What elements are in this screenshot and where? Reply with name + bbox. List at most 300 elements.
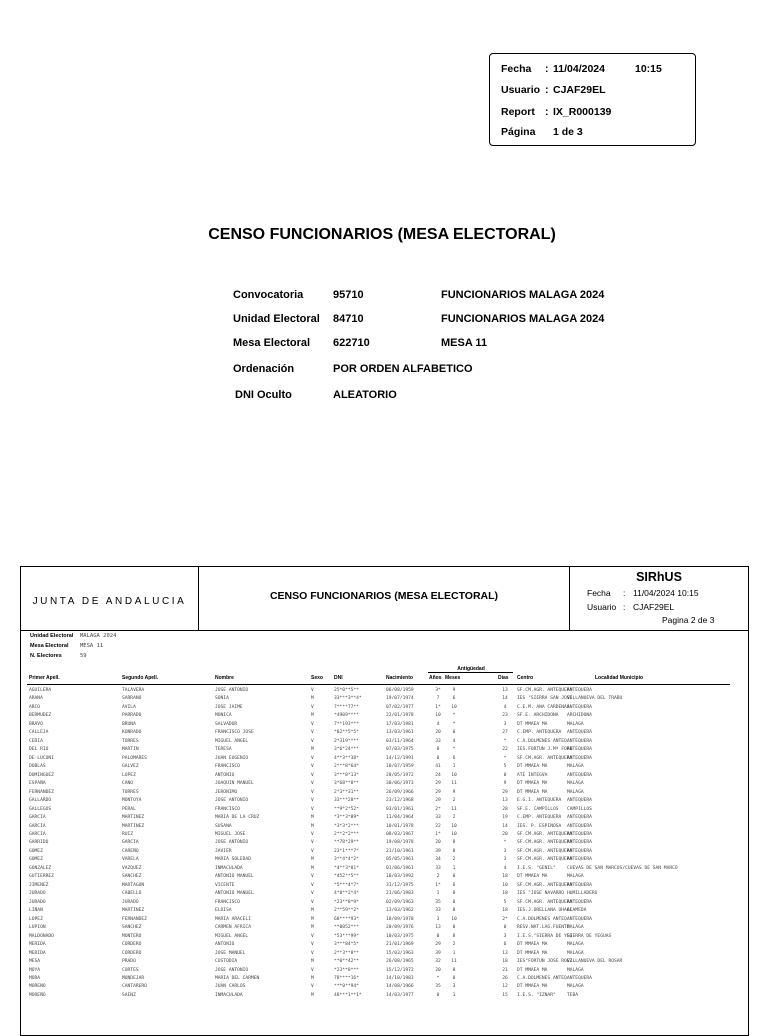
cell-segundo-apellido: TALAVERA xyxy=(122,688,145,693)
cell-nacimiento: 19/08/1978 xyxy=(386,840,414,846)
cell-sexo: V xyxy=(311,772,314,778)
cell-localidad: MALAGA xyxy=(567,789,584,795)
cell-primer-apellido: MERIDA xyxy=(29,942,46,948)
cell-primer-apellido: MORENO xyxy=(29,984,46,990)
cell-nacimiento: 30/06/1973 xyxy=(386,781,414,787)
cell-primer-apellido: BRAVO xyxy=(29,721,43,727)
cell-meses: * xyxy=(452,747,456,753)
cell-sexo: M xyxy=(311,992,314,998)
cell-dias: 5 xyxy=(503,764,507,770)
cell-sexo: V xyxy=(311,704,314,710)
cell-dias: 12 xyxy=(502,984,508,990)
cell-localidad: ANTEQUERA xyxy=(567,738,592,744)
meta-label: Unidad Electoral xyxy=(30,633,74,639)
cell-meses: 8 xyxy=(452,933,456,939)
table-row xyxy=(21,824,748,832)
cell-nacimiento: 26/08/1965 xyxy=(386,959,414,965)
cell-segundo-apellido: LOPEZ xyxy=(122,772,136,778)
cell-primer-apellido: GOMEZ xyxy=(29,848,43,854)
cell-nombre: SUSANA xyxy=(215,823,232,829)
cell-segundo-apellido: TORRES xyxy=(122,738,139,744)
cell-localidad: MALAGA xyxy=(567,925,584,931)
cell-nombre: SALVADOR xyxy=(215,721,238,727)
cell-dias: 3 xyxy=(503,721,507,727)
cell-primer-apellido: JURADO xyxy=(29,899,46,905)
cell-primer-apellido: GUTIERREZ xyxy=(29,874,54,880)
cell-nacimiento: 10/01/1978 xyxy=(386,823,414,829)
table-row xyxy=(21,984,748,992)
cell-sexo: V xyxy=(311,891,314,897)
usuario-row xyxy=(501,84,606,96)
cell-nacimiento: 15/12/1972 xyxy=(386,967,414,973)
meta-value: 59 xyxy=(80,653,87,659)
cell-primer-apellido: ARCO xyxy=(29,704,41,710)
p2-pagina: Pagina 2 de 3 xyxy=(662,615,715,625)
cell-dni: 48***1**1* xyxy=(334,992,362,998)
meta-label: N. Electores xyxy=(30,653,62,659)
cell-nombre: JOSE ANTONIO xyxy=(215,688,249,693)
cell-centro: DT MMAEA MA xyxy=(517,942,548,948)
cell-centro: IES "SIERRA SAN JOSE xyxy=(517,696,573,702)
fecha-sep: : xyxy=(545,63,549,75)
table-row xyxy=(21,807,748,815)
cell-centro: C.A.DOLMENES ANTEQ. xyxy=(517,916,570,922)
cell-primer-apellido: AGUILERA xyxy=(29,688,52,693)
cell-meses: 10 xyxy=(451,823,457,829)
cell-dni: 3***8*13* xyxy=(334,772,359,778)
cell-meses: 11 xyxy=(451,781,457,787)
cell-anos: * xyxy=(436,975,440,981)
cell-nacimiento: 20/09/1976 xyxy=(386,925,414,931)
cell-localidad: ANTEQUERA xyxy=(567,798,592,804)
cell-dni: ***0**94* xyxy=(334,984,359,990)
cell-nacimiento: 08/03/1967 xyxy=(386,831,414,837)
cell-dni: 3***84*5* xyxy=(334,942,359,948)
cell-segundo-apellido: CAREÑO xyxy=(122,848,139,854)
param-code: 622710 xyxy=(333,337,370,349)
cell-centro: RESV.NAT.LAG.FUENTE xyxy=(517,925,570,931)
col-localidad: Localidad Municipio xyxy=(595,675,644,681)
cell-segundo-apellido: PARRADO xyxy=(122,713,142,719)
cell-anos: 0 xyxy=(436,747,440,753)
cell-localidad: ANTEQUERA xyxy=(567,882,592,888)
cell-localidad: MALAGA xyxy=(567,721,584,727)
cell-anos: 0 xyxy=(436,933,440,939)
cell-primer-apellido: GARCIA xyxy=(29,831,46,837)
cell-nacimiento: 05/05/1961 xyxy=(386,857,414,863)
cell-dni: 7**193*** xyxy=(334,721,359,727)
cell-centro: SF.CM.AGR. ANTEQUERA xyxy=(517,848,573,854)
cell-anos: 39 xyxy=(435,848,441,854)
cell-anos: 1 xyxy=(436,891,440,897)
cell-primer-apellido: GARCIA xyxy=(29,815,46,821)
cell-nombre: MIGUEL ANGEL xyxy=(215,933,249,939)
cell-sexo: M xyxy=(311,925,314,931)
cell-dni: 2*319**** xyxy=(334,738,359,744)
cell-localidad: MALAGA xyxy=(567,950,584,956)
cell-nombre: MIGUEL JOSE xyxy=(215,831,246,837)
cell-dias: 27 xyxy=(502,730,508,736)
cell-nombre: MIGUEL ANGEL xyxy=(215,738,249,744)
cell-sexo: M xyxy=(311,713,314,719)
cell-nacimiento: 21/10/1961 xyxy=(386,848,414,854)
cell-dni: 4**3**38* xyxy=(334,755,359,761)
cell-segundo-apellido: PALOMARES xyxy=(122,755,147,761)
cell-meses: 6 xyxy=(452,882,456,888)
cell-nombre: JUAN EUGENIO xyxy=(215,755,249,761)
cell-nombre: INMACULADA xyxy=(215,992,243,998)
table-row xyxy=(21,942,748,950)
cell-nombre: TERESA xyxy=(215,747,232,753)
cell-centro: C.A.DOLMENES ANTEQ. xyxy=(517,975,570,981)
cell-dias: * xyxy=(503,840,507,846)
page-title: CENSO FUNCIONARIOS (MESA ELECTORAL) xyxy=(208,226,556,243)
cell-dni: *23**8*** xyxy=(334,967,359,973)
cell-anos: 22 xyxy=(435,823,441,829)
cell-primer-apellido: CALLEJA xyxy=(29,730,49,736)
cell-anos: 0 xyxy=(436,992,440,998)
cell-anos: 3 xyxy=(436,916,440,922)
pagina-row xyxy=(501,126,583,138)
cell-dias: 4 xyxy=(503,865,507,871)
cell-sexo: V xyxy=(311,806,314,812)
cell-localidad: CUEVAS DE SAN MARCOS/CUEVAS DE SAN MARCO xyxy=(567,865,678,871)
hora-value: 10:15 xyxy=(634,63,662,75)
table-row xyxy=(21,968,748,976)
cell-sexo: V xyxy=(311,848,314,854)
cell-meses: 10 xyxy=(451,704,457,710)
cell-sexo: V xyxy=(311,950,314,956)
cell-nacimiento: 15/03/1963 xyxy=(386,950,414,956)
table-row xyxy=(21,840,748,848)
cell-anos: 20 xyxy=(435,730,441,736)
cell-dias: 13 xyxy=(502,688,508,693)
antiguedad-header: Antigüedad xyxy=(457,666,485,672)
cell-anos: 33 xyxy=(435,865,441,871)
cell-segundo-apellido: GARCIA xyxy=(122,840,139,846)
cell-primer-apellido: LIÑAN xyxy=(29,908,43,914)
table-row xyxy=(21,756,748,764)
cell-centro: I.E.S. "GENIL" xyxy=(517,865,556,871)
table-row xyxy=(21,713,748,721)
cell-segundo-apellido: SANCHEZ xyxy=(122,925,142,931)
cell-primer-apellido: GALLEGOS xyxy=(29,806,52,812)
cell-dni: 2**59**2* xyxy=(334,908,359,914)
cell-nacimiento: 28/05/1972 xyxy=(386,772,414,778)
cell-meses: 0 xyxy=(452,975,456,981)
cell-localidad: VILLANUEVA DEL ROSAR xyxy=(567,959,623,965)
cell-primer-apellido: MOYA xyxy=(29,967,41,973)
header-divider xyxy=(27,684,730,685)
cell-nombre: ANTONIO xyxy=(215,942,235,948)
cell-primer-apellido: GONZALEZ xyxy=(29,865,52,871)
cell-anos: 29 xyxy=(435,789,441,795)
cell-dias: 13 xyxy=(502,950,508,956)
cell-segundo-apellido: SANCHEZ xyxy=(122,874,142,880)
col-dias: Días xyxy=(498,675,509,681)
cell-meses: 2 xyxy=(452,798,456,804)
cell-segundo-apellido: KONRADO xyxy=(122,730,142,736)
cell-dni: *53***99* xyxy=(334,933,359,939)
cell-centro: IES"FORTUN JOSE ROEZ xyxy=(517,959,573,965)
cell-segundo-apellido: MONDEJAR xyxy=(122,975,145,981)
cell-primer-apellido: MORA xyxy=(29,975,41,981)
cell-dni: 3*6*24*** xyxy=(334,747,359,753)
cell-meses: 6 xyxy=(452,755,456,761)
cell-segundo-apellido: MARTINEZ xyxy=(122,908,145,914)
cell-dias: 0 xyxy=(503,925,507,931)
cell-anos: 0 xyxy=(436,755,440,761)
cell-meses: 0 xyxy=(452,730,456,736)
cell-localidad: ANTEQUERA xyxy=(567,831,592,837)
cell-nombre: SONIA xyxy=(215,696,229,702)
cell-nombre: MARIA DEL CARMEN xyxy=(215,975,260,981)
cell-nombre: VICENTE xyxy=(215,882,235,888)
p2-usuario-label: Usuario xyxy=(587,602,617,612)
table-row xyxy=(21,959,748,967)
cell-nacimiento: 14/08/1966 xyxy=(386,984,414,990)
cell-centro: DT MMAEA MA xyxy=(517,721,548,727)
cell-dias: 23 xyxy=(502,713,508,719)
system-cell xyxy=(570,567,748,630)
cell-centro: SF.CM.AGR. ANTEQUERA xyxy=(517,755,573,761)
p2-fecha-label: Fecha xyxy=(587,588,611,598)
cell-sexo: M xyxy=(311,959,314,965)
cell-nombre: ELOISA xyxy=(215,908,232,914)
cell-nombre: ANTONIO MANUEL xyxy=(215,874,254,880)
cell-nombre: CARMEN AFRICA xyxy=(215,925,251,931)
cell-nombre: MARIA ARACELI xyxy=(215,916,251,922)
cell-localidad: ALAMEDA xyxy=(567,908,587,914)
cell-segundo-apellido: FERNANDEZ xyxy=(122,916,147,922)
p2-usuario-value: CJAF29EL xyxy=(633,602,675,612)
cell-nombre: JOSE ANTONIO xyxy=(215,967,249,973)
cell-sexo: V xyxy=(311,789,314,795)
cell-anos: 29 xyxy=(435,798,441,804)
system-name: SIRhUS xyxy=(636,570,682,584)
cell-nacimiento: 10/03/1975 xyxy=(386,933,414,939)
cell-nacimiento: 22/01/1978 xyxy=(386,713,414,719)
cell-sexo: M xyxy=(311,865,314,871)
table-row xyxy=(21,934,748,942)
cell-meses: 2 xyxy=(452,857,456,863)
cell-nacimiento: 13/03/1962 xyxy=(386,908,414,914)
cell-sexo: V xyxy=(311,874,314,880)
table-row xyxy=(21,696,748,704)
col-centro: Centro xyxy=(517,675,534,681)
table-row xyxy=(21,739,748,747)
cell-segundo-apellido: MARTINEZ xyxy=(122,823,145,829)
col-nacimiento: Nacimiento xyxy=(386,675,413,681)
table-row xyxy=(21,815,748,823)
cell-localidad: SIERRA DE YEGUAS xyxy=(567,933,612,939)
cell-dni: 33***3**4* xyxy=(334,696,362,702)
cell-centro: SF.CM.AGR. ANTEQUERA xyxy=(517,840,573,846)
cell-meses: 8 xyxy=(452,840,456,846)
cell-dias: 4 xyxy=(503,704,507,710)
cell-nacimiento: 06/08/1959 xyxy=(386,688,414,693)
cell-nombre: INMACULADA xyxy=(215,865,243,871)
cell-centro: SF.CM.AGR. ANTEQUERA xyxy=(517,831,573,837)
cell-nombre: ANTONIO MANUEL xyxy=(215,891,254,897)
cell-centro: E.G.I. ANTEQUERA xyxy=(517,798,562,804)
cell-dias: 26 xyxy=(502,975,508,981)
col-dni: DNI xyxy=(334,675,343,681)
cell-localidad: ANTEQUERA xyxy=(567,848,592,854)
cell-nombre: JERONIMO xyxy=(215,789,238,795)
cell-sexo: V xyxy=(311,798,314,804)
cell-sexo: V xyxy=(311,840,314,846)
cell-meses: 2 xyxy=(452,942,456,948)
cell-meses: 0 xyxy=(452,899,456,905)
cell-centro: IES.FORTUN J.Mª FORI xyxy=(517,747,573,753)
cell-primer-apellido: LUPION xyxy=(29,925,46,931)
cell-meses: 0 xyxy=(452,874,456,880)
p2-usuario-sep: : xyxy=(623,602,626,612)
cell-dni: *452**5** xyxy=(334,874,359,880)
cell-centro: C.EMP. ANTEQUERA xyxy=(517,730,562,736)
cell-sexo: V xyxy=(311,899,314,905)
cell-dni: 23*1***7* xyxy=(334,848,359,854)
cell-anos: 33 xyxy=(435,815,441,821)
cell-dias: 22 xyxy=(502,747,508,753)
title-cell xyxy=(199,567,570,630)
cell-dni: **9*2*52* xyxy=(334,806,359,812)
cell-localidad: ANTEQUERA xyxy=(567,823,592,829)
cell-localidad: ANTEQUERA xyxy=(567,772,592,778)
cell-nacimiento: 31/12/1975 xyxy=(386,882,414,888)
cell-meses: 8 xyxy=(452,967,456,973)
cell-nombre: JOSE ANTONIO xyxy=(215,840,249,846)
cell-anos: 20 xyxy=(435,840,441,846)
table-row xyxy=(21,925,748,933)
cell-centro: DT MMAEA MA xyxy=(517,789,548,795)
cell-nacimiento: 10/03/1992 xyxy=(386,874,414,880)
cell-nombre: FRANCISCO xyxy=(215,764,240,770)
cell-nacimiento: 11/04/1964 xyxy=(386,815,414,821)
cell-segundo-apellido: MONTOYA xyxy=(122,798,142,804)
cell-segundo-apellido: RUIZ xyxy=(122,831,134,837)
org-cell xyxy=(21,567,199,630)
table-row xyxy=(21,993,748,1001)
cell-primer-apellido: CEDIA xyxy=(29,738,43,744)
cell-localidad: MALAGA xyxy=(567,874,584,880)
cell-primer-apellido: MOREÑO xyxy=(29,992,46,998)
cell-sexo: V xyxy=(311,967,314,973)
cell-nacimiento: 01/06/1961 xyxy=(386,865,414,871)
report-row xyxy=(501,106,611,118)
cell-meses: 1 xyxy=(452,865,456,871)
cell-dias: 18 xyxy=(502,874,508,880)
cell-localidad: ANTEQUERA xyxy=(567,704,592,710)
report-sep: : xyxy=(545,106,549,118)
param-code: 95710 xyxy=(333,289,364,301)
usuario-label: Usuario xyxy=(501,84,541,96)
cell-meses: * xyxy=(452,713,456,719)
cell-segundo-apellido: CANO xyxy=(122,781,134,787)
cell-localidad: HUMILLADERO xyxy=(567,891,598,897)
cell-segundo-apellido: BRUNA xyxy=(122,721,136,727)
cell-sexo: M xyxy=(311,908,314,914)
cell-nacimiento: 18/09/1978 xyxy=(386,916,414,922)
cell-centro: SF.CM.AGR. ANTEQUERA xyxy=(517,857,573,863)
cell-segundo-apellido: PRADO xyxy=(122,959,136,965)
cell-dni: *4**3*81* xyxy=(334,865,359,871)
cell-dias: 29 xyxy=(502,789,508,795)
param-label: Ordenación xyxy=(233,363,295,375)
cell-dias: * xyxy=(503,755,507,761)
cell-nacimiento: 07/03/1975 xyxy=(386,747,414,753)
cell-centro: SF.E. CAMPILLOS xyxy=(517,806,559,812)
usuario-sep: : xyxy=(545,84,549,96)
table-row xyxy=(21,891,748,899)
cell-centro: DT MMAEA MA xyxy=(517,874,548,880)
cell-dias: 14 xyxy=(502,823,508,829)
cell-primer-apellido: GALLARDO xyxy=(29,798,52,804)
param-desc: FUNCIONARIOS MALAGA 2024 xyxy=(441,313,605,325)
param-desc: MESA 11 xyxy=(441,337,488,349)
cell-nacimiento: 19/07/1974 xyxy=(386,696,414,702)
cell-nombre: MONICA xyxy=(215,713,232,719)
cell-centro: ATE INTEGVA xyxy=(517,772,548,778)
col-sexo: Sexo xyxy=(311,675,323,681)
cell-nombre: CUSTODIA xyxy=(215,959,238,965)
cell-nombre: FRANCISCO xyxy=(215,899,240,905)
table-row xyxy=(21,883,748,891)
cell-dni: *82**5*5* xyxy=(334,730,359,736)
cell-nacimiento: 17/03/1981 xyxy=(386,721,414,727)
cell-segundo-apellido: SARRANO xyxy=(122,696,142,702)
p2-fecha-value: 11/04/2024 10:15 xyxy=(633,588,699,598)
cell-meses: 11 xyxy=(451,959,457,965)
param-label: Mesa Electoral xyxy=(233,337,311,349)
p2-fecha-sep: : xyxy=(623,588,626,598)
cell-sexo: V xyxy=(311,942,314,948)
cell-centro: IES. P. ESPINOSA xyxy=(517,823,562,829)
cell-centro: I.E.S. "IZNAR" xyxy=(517,992,556,998)
cell-nacimiento: 03/01/1961 xyxy=(386,806,414,812)
param-label: DNI Oculto xyxy=(235,389,292,401)
usuario-value: CJAF29EL xyxy=(553,84,606,96)
cell-localidad: ANTEQUERA xyxy=(567,730,592,736)
cell-primer-apellido: FERNANDEZ xyxy=(29,789,54,795)
cell-anos: 2* xyxy=(435,806,441,812)
cell-primer-apellido: JIMENEZ xyxy=(29,882,49,888)
cell-centro: DT MMAEA MA xyxy=(517,967,548,973)
cell-meses: 0 xyxy=(452,925,456,931)
cell-segundo-apellido: TORRES xyxy=(122,789,139,795)
cell-anos: 3* xyxy=(435,688,441,693)
cell-dias: 15 xyxy=(502,992,508,998)
cell-dias: 2* xyxy=(502,916,508,922)
cell-meses: 2 xyxy=(452,815,456,821)
col-meses: Meses xyxy=(445,675,461,681)
cell-localidad: MALAGA xyxy=(567,781,584,787)
cell-localidad: TEBA xyxy=(567,992,579,998)
cell-meses: 9 xyxy=(452,688,456,693)
meta-value: MALAGA 2024 xyxy=(80,633,117,639)
cell-primer-apellido: ARANA xyxy=(29,696,43,702)
cell-anos: 4 xyxy=(436,721,440,727)
cell-primer-apellido: DOBLAS xyxy=(29,764,46,770)
cell-nacimiento: 21/01/1969 xyxy=(386,942,414,948)
table-row xyxy=(21,857,748,865)
cell-anos: 1* xyxy=(435,831,441,837)
cell-anos: 35 xyxy=(435,984,441,990)
cell-primer-apellido: MALDONADO xyxy=(29,933,54,939)
cell-localidad: ANTEQUERA xyxy=(567,840,592,846)
cell-sexo: V xyxy=(311,738,314,744)
